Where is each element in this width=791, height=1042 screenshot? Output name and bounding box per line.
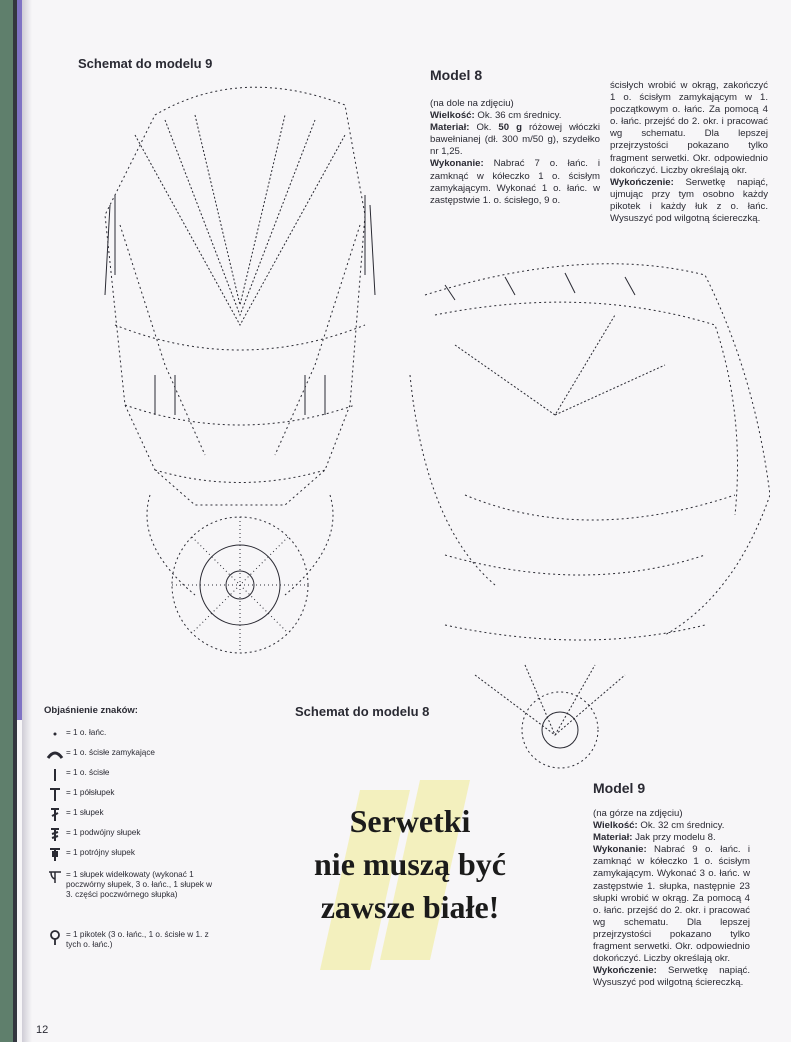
- legend-item: [44, 870, 216, 900]
- legend-item-text: = 1 o. ścisłe: [66, 768, 110, 777]
- triple-treble-icon: [44, 848, 66, 862]
- headline-line3: zawsze białe!: [320, 889, 500, 925]
- double-crochet-icon: [44, 808, 66, 822]
- chain-stitch-icon: [44, 728, 66, 742]
- model9-material-label: Materiał:: [593, 832, 633, 844]
- legend-item: [44, 930, 216, 950]
- legend-title: Objaśnienie znaków:: [44, 705, 138, 716]
- legend-item-text: = 1 półsłupek: [66, 788, 115, 797]
- chart-heading-model8: Schemat do modelu 8: [295, 704, 430, 719]
- legend-item-text: = 1 o. ścisłe zamykające: [66, 748, 155, 757]
- model8-execution-cont: ścisłych wrobić w okrąg, zakończyć 1 o. ścisłym zamykającym w 1. początkowym o. łańc. Za pomocą 4 o. łańc. przejść do 2. okr. i pracować wg schematu. Dla lepszej przejrzystości pokazano tylko fragment serwetki. Okr. odpowiednio dokończyć. Liczby określają okr.: [610, 80, 768, 176]
- legend-item: [44, 788, 216, 802]
- model8-execution-label: Wykonanie:: [430, 158, 484, 170]
- model9-title: Model 9: [593, 780, 646, 796]
- legend-item-text: = 1 słupek widełkowaty (wykonać 1 poczwórny słupek, 3 o. łańc., 1 słupek w 3. części poczwórnego słupka): [66, 870, 213, 899]
- legend-item-text: = 1 pikotek (3 o. łańc., 1 o. ścisłe w 1. z tych o. łańc.): [66, 930, 209, 949]
- legend-item: [44, 808, 216, 822]
- model9-size-text: Ok. 32 cm średnicy.: [640, 820, 725, 832]
- legend-item: [44, 848, 216, 862]
- model9-finishing-text: Serwetkę napiąć. Wysuszyć pod wilgotną ściereczką.: [593, 965, 751, 989]
- treble-crochet-icon: [44, 828, 66, 842]
- headline-line2: nie muszą być: [314, 846, 506, 882]
- legend-item: [44, 728, 216, 742]
- legend-item-text: = 1 podwójny słupek: [66, 828, 141, 837]
- model9-text: [593, 808, 750, 989]
- model8-size-text: Ok. 36 cm średnicy.: [477, 110, 562, 122]
- spine-shadow: [22, 0, 32, 1042]
- picot-icon: [44, 930, 66, 944]
- single-crochet-icon: [44, 768, 66, 782]
- crochet-chart-model8: [405, 255, 770, 780]
- headline-line1: Serwetki: [349, 803, 471, 839]
- legend-item: [44, 828, 216, 842]
- half-double-crochet-icon: [44, 788, 66, 802]
- legend-item-text: = 1 potrójny słupek: [66, 848, 135, 857]
- spine-edge: [0, 0, 13, 1042]
- slip-stitch-icon: [44, 748, 66, 762]
- page-number: 12: [36, 1024, 49, 1036]
- legend-item-text: = 1 słupek: [66, 808, 104, 817]
- model8-execution-text: Nabrać 7 o. łańc. i zamknąć w kółeczko 1 o. ścisłym zamykającym. Wykonać 1 o. łańc. w zastępstwie 1. o. ścisłego, 9 o.: [430, 158, 600, 206]
- model9-placement: (na górze na zdjęciu): [593, 808, 683, 819]
- model9-size-label: Wielkość:: [593, 820, 638, 832]
- legend-item-text: = 1 o. łańc.: [66, 728, 107, 737]
- model9-material-text: Jak przy modelu 8.: [635, 832, 716, 844]
- model9-execution-label: Wykonanie:: [593, 844, 647, 856]
- model8-size-label: Wielkość:: [430, 110, 475, 122]
- chart-heading-model9: Schemat do modelu 9: [78, 56, 213, 71]
- symbol-legend: [44, 705, 244, 949]
- model8-finishing-text: Serwetkę napiąć, ujmując przy tym osobno każdy pikotek i każdy łuk z o. łańc. Wysuszyć pod wilgotną ściereczką.: [610, 176, 769, 225]
- model8-material-pre: Ok.: [476, 122, 492, 134]
- model8-material-text: różowej włóczki bawełnianej (dł. 300 m/50 g), szydełko nr 1,25.: [430, 122, 600, 158]
- legend-item: [44, 768, 216, 782]
- model8-title: Model 8: [430, 67, 483, 83]
- headline: [270, 800, 550, 929]
- model8-material-label: Materiał:: [430, 122, 470, 134]
- forked-stitch-icon: [44, 870, 66, 884]
- legend-item: [44, 748, 216, 762]
- model9-execution-text: Nabrać 9 o. łańc. i zamknąć w kółeczko 1 o. ścisłym zamykającym. Wykonać 3 o. łańc. w zastępstwie 1. słupka, następnie 23 słupki wrobić w okrąg. Za pomocą 4 o. łańc. przejść do 2. okr. i pracować wg schematu. Dla lepszej przejrzystości pokazano tylko fragment serwetki. Okr. odpowiednio dokończyć. Liczby określają okr.: [593, 844, 750, 965]
- model9-finishing-label: Wykończenie:: [593, 965, 657, 977]
- model8-material-amount: 50 g: [498, 122, 522, 134]
- model8-placement: (na dole na zdjęciu): [430, 98, 514, 109]
- model8-text-col2: [610, 80, 768, 225]
- model8-text-col1: [430, 98, 600, 207]
- crochet-chart-model9: [95, 75, 385, 665]
- model8-finishing-label: Wykończenie:: [610, 176, 674, 188]
